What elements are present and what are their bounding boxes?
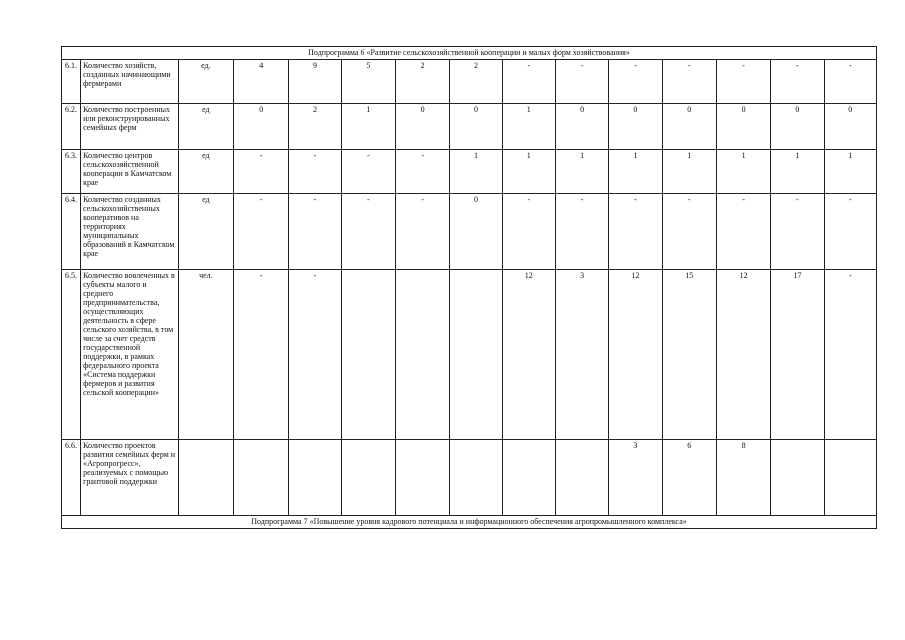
indicator-value: - (234, 194, 289, 270)
indicator-value: 12 (716, 270, 770, 440)
indicator-value: 1 (555, 150, 608, 194)
indicator-value (555, 440, 608, 516)
table-row (62, 60, 877, 104)
indicator-value: - (824, 194, 876, 270)
indicator-value: 6 (662, 440, 716, 516)
indicator-number: 6.1. (62, 60, 81, 104)
indicator-name: Количество построенных или реконструированных семейных ферм (81, 104, 179, 150)
table-row (62, 440, 877, 516)
indicator-value (289, 440, 341, 516)
indicator-value: - (396, 194, 450, 270)
indicator-value: - (609, 194, 662, 270)
indicator-value: - (555, 60, 608, 104)
table-row (62, 150, 877, 194)
indicator-value: 17 (771, 270, 824, 440)
indicator-value: 5 (341, 60, 395, 104)
indicator-value: 15 (662, 270, 716, 440)
indicator-value (396, 440, 450, 516)
indicator-unit: ед (178, 150, 233, 194)
indicator-name: Количество центров сельскохозяйственной кооперации в Камчатском крае (81, 150, 179, 194)
indicator-value: 4 (234, 60, 289, 104)
indicator-number: 6.4. (62, 194, 81, 270)
indicator-value: - (716, 60, 770, 104)
indicator-value: - (662, 194, 716, 270)
indicator-number: 6.2. (62, 104, 81, 150)
indicator-value: - (824, 60, 876, 104)
indicator-value: 1 (771, 150, 824, 194)
indicator-value: 3 (555, 270, 608, 440)
indicator-value: 2 (396, 60, 450, 104)
indicator-value: 1 (716, 150, 770, 194)
table-row (62, 270, 877, 440)
indicator-number: 6.6. (62, 440, 81, 516)
subprogram-7-header-row (62, 516, 877, 529)
indicator-value: - (289, 270, 341, 440)
indicator-value: 0 (824, 104, 876, 150)
indicator-value: 3 (609, 440, 662, 516)
indicator-name: Количество хозяйств, созданных начинающими фермерами (81, 60, 179, 104)
indicator-value: - (341, 194, 395, 270)
indicator-value (824, 440, 876, 516)
subprogram-6-title: Подпрограмма 6 «Развитие сельскохозяйственной кооперации и малых форм хозяйствования» (62, 47, 877, 60)
indicator-value: 1 (609, 150, 662, 194)
indicators-table (61, 46, 877, 529)
indicator-value: 12 (609, 270, 662, 440)
indicator-value: 2 (450, 60, 502, 104)
indicator-value (450, 440, 502, 516)
indicator-value (341, 270, 395, 440)
indicator-value: 8 (716, 440, 770, 516)
indicator-name: Количество вовлеченных в субъекты малого и среднего предпринимательства, осуществляющих деятельность в сфере сельского хозяйства, в том числе за счет средств государственной поддержки, в рамках федерального проекта «Система поддержки фермеров и развития сельской кооперации» (81, 270, 179, 440)
indicator-value: 1 (824, 150, 876, 194)
indicator-value: - (716, 194, 770, 270)
indicator-value: 1 (450, 150, 502, 194)
indicator-value (450, 270, 502, 440)
indicator-value: 0 (609, 104, 662, 150)
indicator-value: - (824, 270, 876, 440)
indicator-value: 0 (555, 104, 608, 150)
indicator-value: - (502, 194, 555, 270)
indicator-value: - (289, 150, 341, 194)
indicator-value: 1 (502, 104, 555, 150)
indicator-unit: ед (178, 104, 233, 150)
indicator-number: 6.5. (62, 270, 81, 440)
indicator-name: Количество созданных сельскохозяйственных кооперативов на территориях муниципальных образований в Камчатском крае (81, 194, 179, 270)
indicator-number: 6.3. (62, 150, 81, 194)
indicator-value: 2 (289, 104, 341, 150)
table-row (62, 194, 877, 270)
indicator-value: - (502, 60, 555, 104)
indicator-value: - (662, 60, 716, 104)
indicator-value: - (234, 150, 289, 194)
indicator-value (234, 440, 289, 516)
indicator-value: - (771, 60, 824, 104)
indicator-value: 0 (662, 104, 716, 150)
indicator-value: 0 (450, 104, 502, 150)
indicator-value: - (555, 194, 608, 270)
indicator-value: - (341, 150, 395, 194)
indicator-value: 0 (396, 104, 450, 150)
table-row (62, 104, 877, 150)
indicator-value: 0 (771, 104, 824, 150)
indicator-name: Количество проектов развития семейных ферм и «Агропрогресс», реализуемых с помощью грантовой поддержки (81, 440, 179, 516)
indicator-value: 12 (502, 270, 555, 440)
indicator-value: 9 (289, 60, 341, 104)
indicator-unit: ед. (178, 60, 233, 104)
indicator-value: 1 (502, 150, 555, 194)
indicator-value: - (609, 60, 662, 104)
indicator-unit: чел. (178, 270, 233, 440)
subprogram-6-header-row (62, 47, 877, 60)
indicator-value: - (771, 194, 824, 270)
indicator-unit: ед (178, 194, 233, 270)
indicator-value (771, 440, 824, 516)
indicator-value: 0 (716, 104, 770, 150)
indicator-value (396, 270, 450, 440)
indicator-value: 1 (341, 104, 395, 150)
indicator-value: 0 (234, 104, 289, 150)
indicator-value: - (234, 270, 289, 440)
indicator-value: 1 (662, 150, 716, 194)
indicator-value: - (289, 194, 341, 270)
subprogram-7-title: Подпрограмма 7 «Повышение уровня кадрового потенциала и информационного обеспечения агропромышленного комплекса» (62, 516, 877, 529)
indicator-value (502, 440, 555, 516)
indicator-value (341, 440, 395, 516)
indicator-unit (178, 440, 233, 516)
indicator-value: - (396, 150, 450, 194)
indicator-value: 0 (450, 194, 502, 270)
